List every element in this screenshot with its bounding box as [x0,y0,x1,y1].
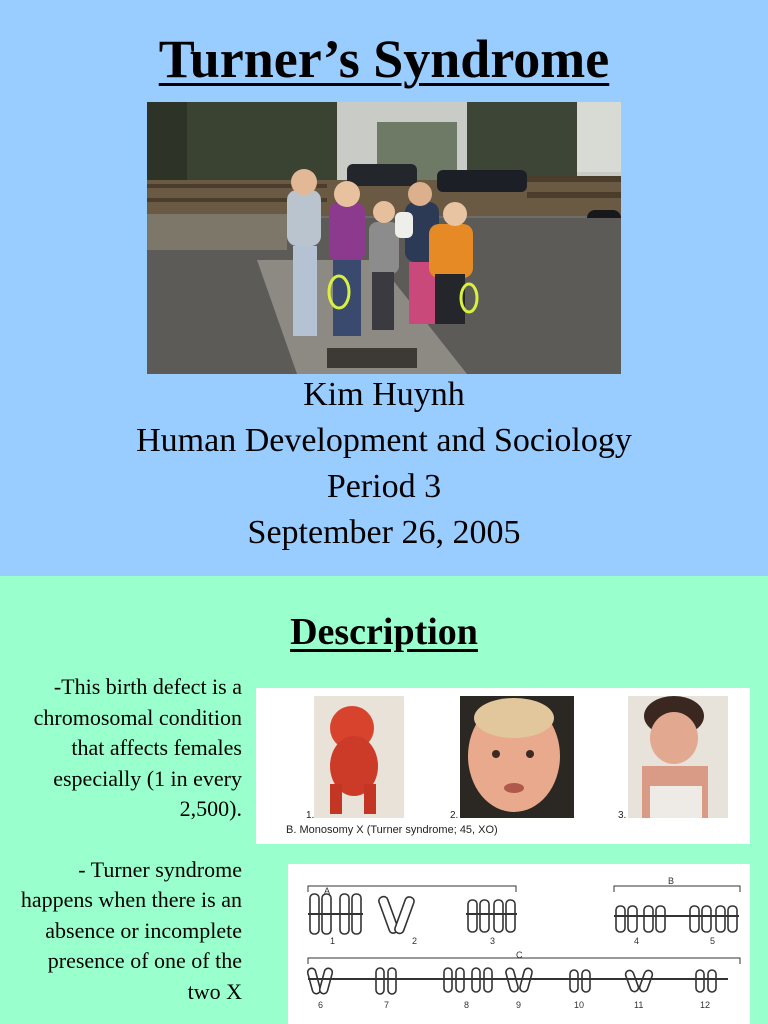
description-text [14,672,242,1024]
figure-caption: B. Monosomy X (Turner syndrome; 45, XO) [286,824,498,836]
description-slide [0,576,768,1024]
group-label: B [668,876,675,886]
group-label: A [324,886,331,896]
period: Period 3 [326,468,442,505]
date: September 26, 2005 [247,514,521,551]
chromosome-number: 12 [700,1000,711,1010]
chromosome-number: 10 [574,1000,585,1010]
chromosome-number: 2 [412,936,418,946]
panel-label: 3. [618,810,627,821]
chromosome-number: 1 [330,936,336,946]
paragraph: -This birth defect is a chromosomal condition that affects females especially (1 in every 2,500). [33,674,242,821]
course-name: Human Development and Sociology [136,422,632,459]
chromosome-number: 8 [464,1000,470,1010]
turner-photos-figure [256,688,750,844]
subtitle-block [0,372,768,556]
author-name: Kim Huynh [303,376,465,413]
slide-title: Description [290,611,478,653]
chromosome-number: 11 [634,1000,644,1010]
chromosome-number: 7 [384,1000,390,1010]
panel-label: 1. [306,810,315,821]
panel-label: 2. [450,810,459,821]
chromosome-number: 5 [710,936,716,946]
chromosome-number: 4 [634,936,640,946]
chromosome-number: 6 [318,1000,324,1010]
chromosome-number: 9 [516,1000,522,1010]
slide-title: Turner’s Syndrome [158,29,610,89]
group-photo [147,102,621,374]
chromosome-number: 3 [490,936,496,946]
karyotype-figure [288,864,750,1024]
group-label: C [516,950,523,960]
paragraph: - Turner syndrome happens when there is an absence or incomplete presence of one of the two X [20,856,242,1004]
